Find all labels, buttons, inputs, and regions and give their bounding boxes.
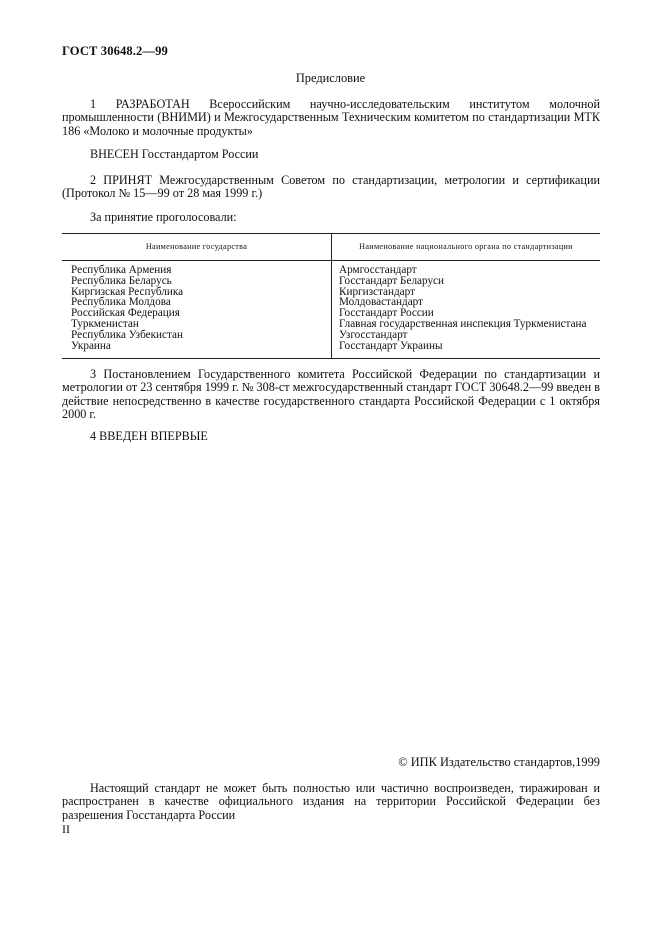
paragraph-first-introduced: 4 ВВЕДЕН ВПЕРВЫЕ (90, 429, 208, 443)
table-cell-state: Киргизская Республика (71, 285, 184, 298)
table-cell-body: Главная государственная инспекция Туркменистана (339, 317, 587, 330)
table-cell-state: Российская Федерация (71, 307, 180, 320)
table-cell-state: Украина (71, 339, 111, 352)
table-cell-body: Молдовастандарт (339, 296, 424, 309)
paragraph-voted: За принятие проголосовали: (90, 210, 237, 224)
table-cell-state: Туркменистан (71, 317, 139, 330)
table-cell-state: Республика Молдова (71, 296, 171, 309)
paragraph-introduced: ВНЕСЕН Госстандартом России (90, 147, 259, 161)
states-list (71, 265, 329, 351)
reproduction-notice: Настоящий стандарт не может быть полностью или частично воспроизведен, тиражирован и распространен в качестве официального издания на территории Российской Федерации без разрешения Госстандарта России (62, 781, 600, 822)
page-number: II (62, 822, 70, 836)
copyright-line: © ИПК Издательство стандартов,1999 (398, 755, 600, 769)
document-code: ГОСТ 30648.2—99 (62, 44, 168, 58)
table-cell-state: Республика Армения (71, 264, 172, 276)
table-header-state: Наименование государства (145, 242, 248, 251)
paragraph-resolution: 3 Постановлением Государственного комитета Российской Федерации по стандартизации и метрологии от 23 сентября 1999 г. № 308-ст межгосударственный стандарт ГОСТ 30648.2—99 введен в действие непосредственно в качестве государственного стандарта Российской Федерации с 1 октября 2000 г. (62, 367, 600, 422)
voting-table (62, 233, 600, 359)
bodies-list (339, 265, 599, 351)
preface-title: Предисловие (295, 71, 366, 85)
paragraph-adopted: 2 ПРИНЯТ Межгосударственным Советом по стандартизации, метрологии и сертификации (Протокол № 15—99 от 28 мая 1999 г.) (62, 173, 600, 201)
table-header-divider (62, 260, 600, 261)
table-cell-body: Госстандарт Украины (339, 339, 443, 352)
table-cell-body: Госстандарт Беларуси (339, 274, 444, 287)
table-cell-body: Узгосстандарт (339, 328, 408, 341)
table-column-divider (331, 234, 332, 358)
table-header-body: Наименование национального органа по стандартизации (359, 242, 573, 251)
table-cell-body: Киргизстандарт (339, 285, 415, 298)
table-cell-state: Республика Беларусь (71, 274, 172, 287)
table-cell-state: Республика Узбекистан (71, 328, 183, 341)
paragraph-developed: 1 РАЗРАБОТАН Всероссийским научно-исследовательским институтом молочной промышленности (ВНИМИ) и Межгосударственным Техническим комитетом по стандартизации МТК 186 «Молоко и молочные продукты» (62, 97, 600, 138)
table-cell-body: Госстандарт России (339, 307, 434, 320)
table-cell-body: Армгосстандарт (339, 264, 417, 276)
